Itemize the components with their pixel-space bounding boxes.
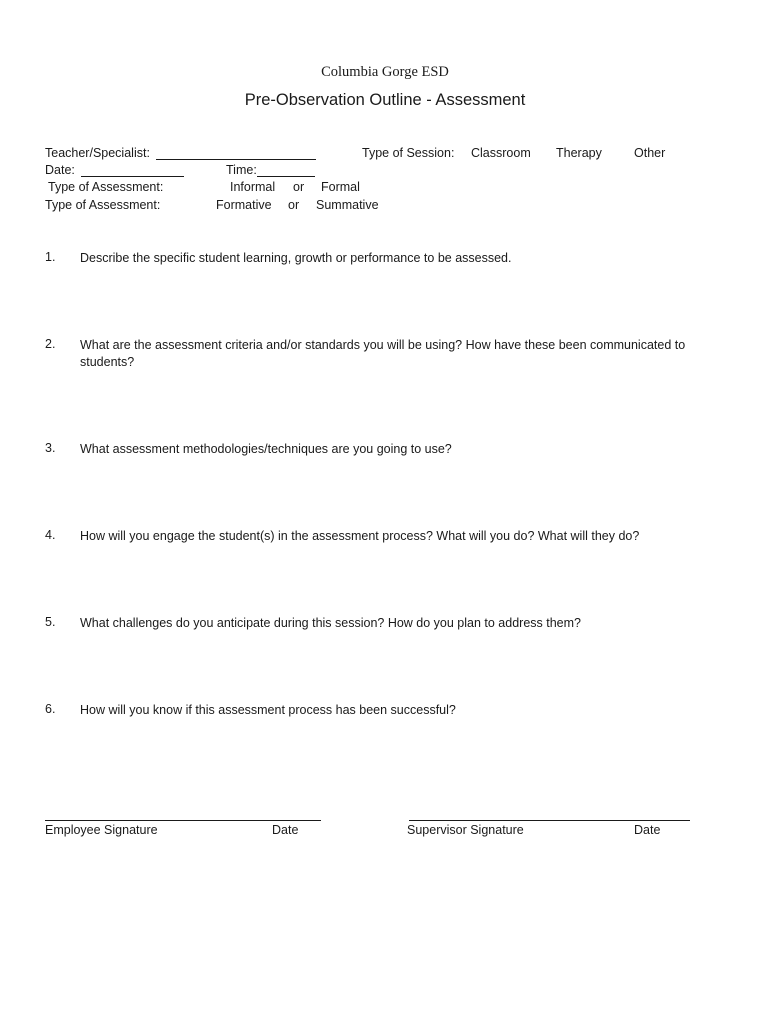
assessment-option-or-1: or <box>293 180 305 194</box>
employee-date-label: Date <box>272 823 299 837</box>
question-text: How will you know if this assessment process has been successful? <box>80 703 456 717</box>
supervisor-signature-line[interactable] <box>409 820 690 821</box>
employee-signature-line[interactable] <box>45 820 321 821</box>
question-text: What are the assessment criteria and/or standards you will be using? How have these been communicated to students? <box>80 338 686 369</box>
supervisor-date-label: Date <box>634 823 661 837</box>
assessment-option-formative[interactable]: Formative <box>216 198 272 212</box>
time-input-line[interactable] <box>257 163 315 177</box>
question-text: Describe the specific student learning, growth or performance to be assessed. <box>80 251 512 265</box>
teacher-field <box>45 146 316 160</box>
session-option-classroom[interactable]: Classroom <box>471 146 531 160</box>
question-number: 5. <box>45 615 56 629</box>
session-option-therapy[interactable]: Therapy <box>556 146 602 160</box>
assessment-option-or-2: or <box>288 198 300 212</box>
time-label: Time: <box>226 163 257 177</box>
organization-name: Columbia Gorge ESD <box>321 64 449 80</box>
date-input-line[interactable] <box>81 163 184 177</box>
employee-signature-label: Employee Signature <box>45 823 158 837</box>
date-field <box>45 163 184 177</box>
assessment-option-formal[interactable]: Formal <box>321 180 360 194</box>
assessment-option-informal[interactable]: Informal <box>230 180 276 194</box>
date-label: Date: <box>45 163 75 177</box>
question-text: How will you engage the student(s) in the assessment process? What will you do? What will they do? <box>80 529 640 543</box>
question-number: 6. <box>45 702 56 716</box>
session-type-label: Type of Session: <box>362 146 455 160</box>
page-title: Pre-Observation Outline - Assessment <box>244 91 526 109</box>
teacher-label: Teacher/Specialist: <box>45 146 150 160</box>
question-text: What assessment methodologies/techniques are you going to use? <box>80 442 452 456</box>
supervisor-signature-label: Supervisor Signature <box>407 823 524 837</box>
teacher-input-line[interactable] <box>156 146 316 160</box>
assessment-type-1-label: Type of Assessment: <box>48 180 164 194</box>
question-number: 4. <box>45 528 56 542</box>
assessment-type-2-label: Type of Assessment: <box>45 198 161 212</box>
question-number: 2. <box>45 337 56 351</box>
question-number: 1. <box>45 250 56 264</box>
time-field <box>226 163 315 177</box>
session-option-other[interactable]: Other <box>634 146 666 160</box>
question-number: 3. <box>45 441 56 455</box>
assessment-option-summative[interactable]: Summative <box>316 198 379 212</box>
question-text: What challenges do you anticipate during this session? How do you plan to address them? <box>80 616 581 630</box>
